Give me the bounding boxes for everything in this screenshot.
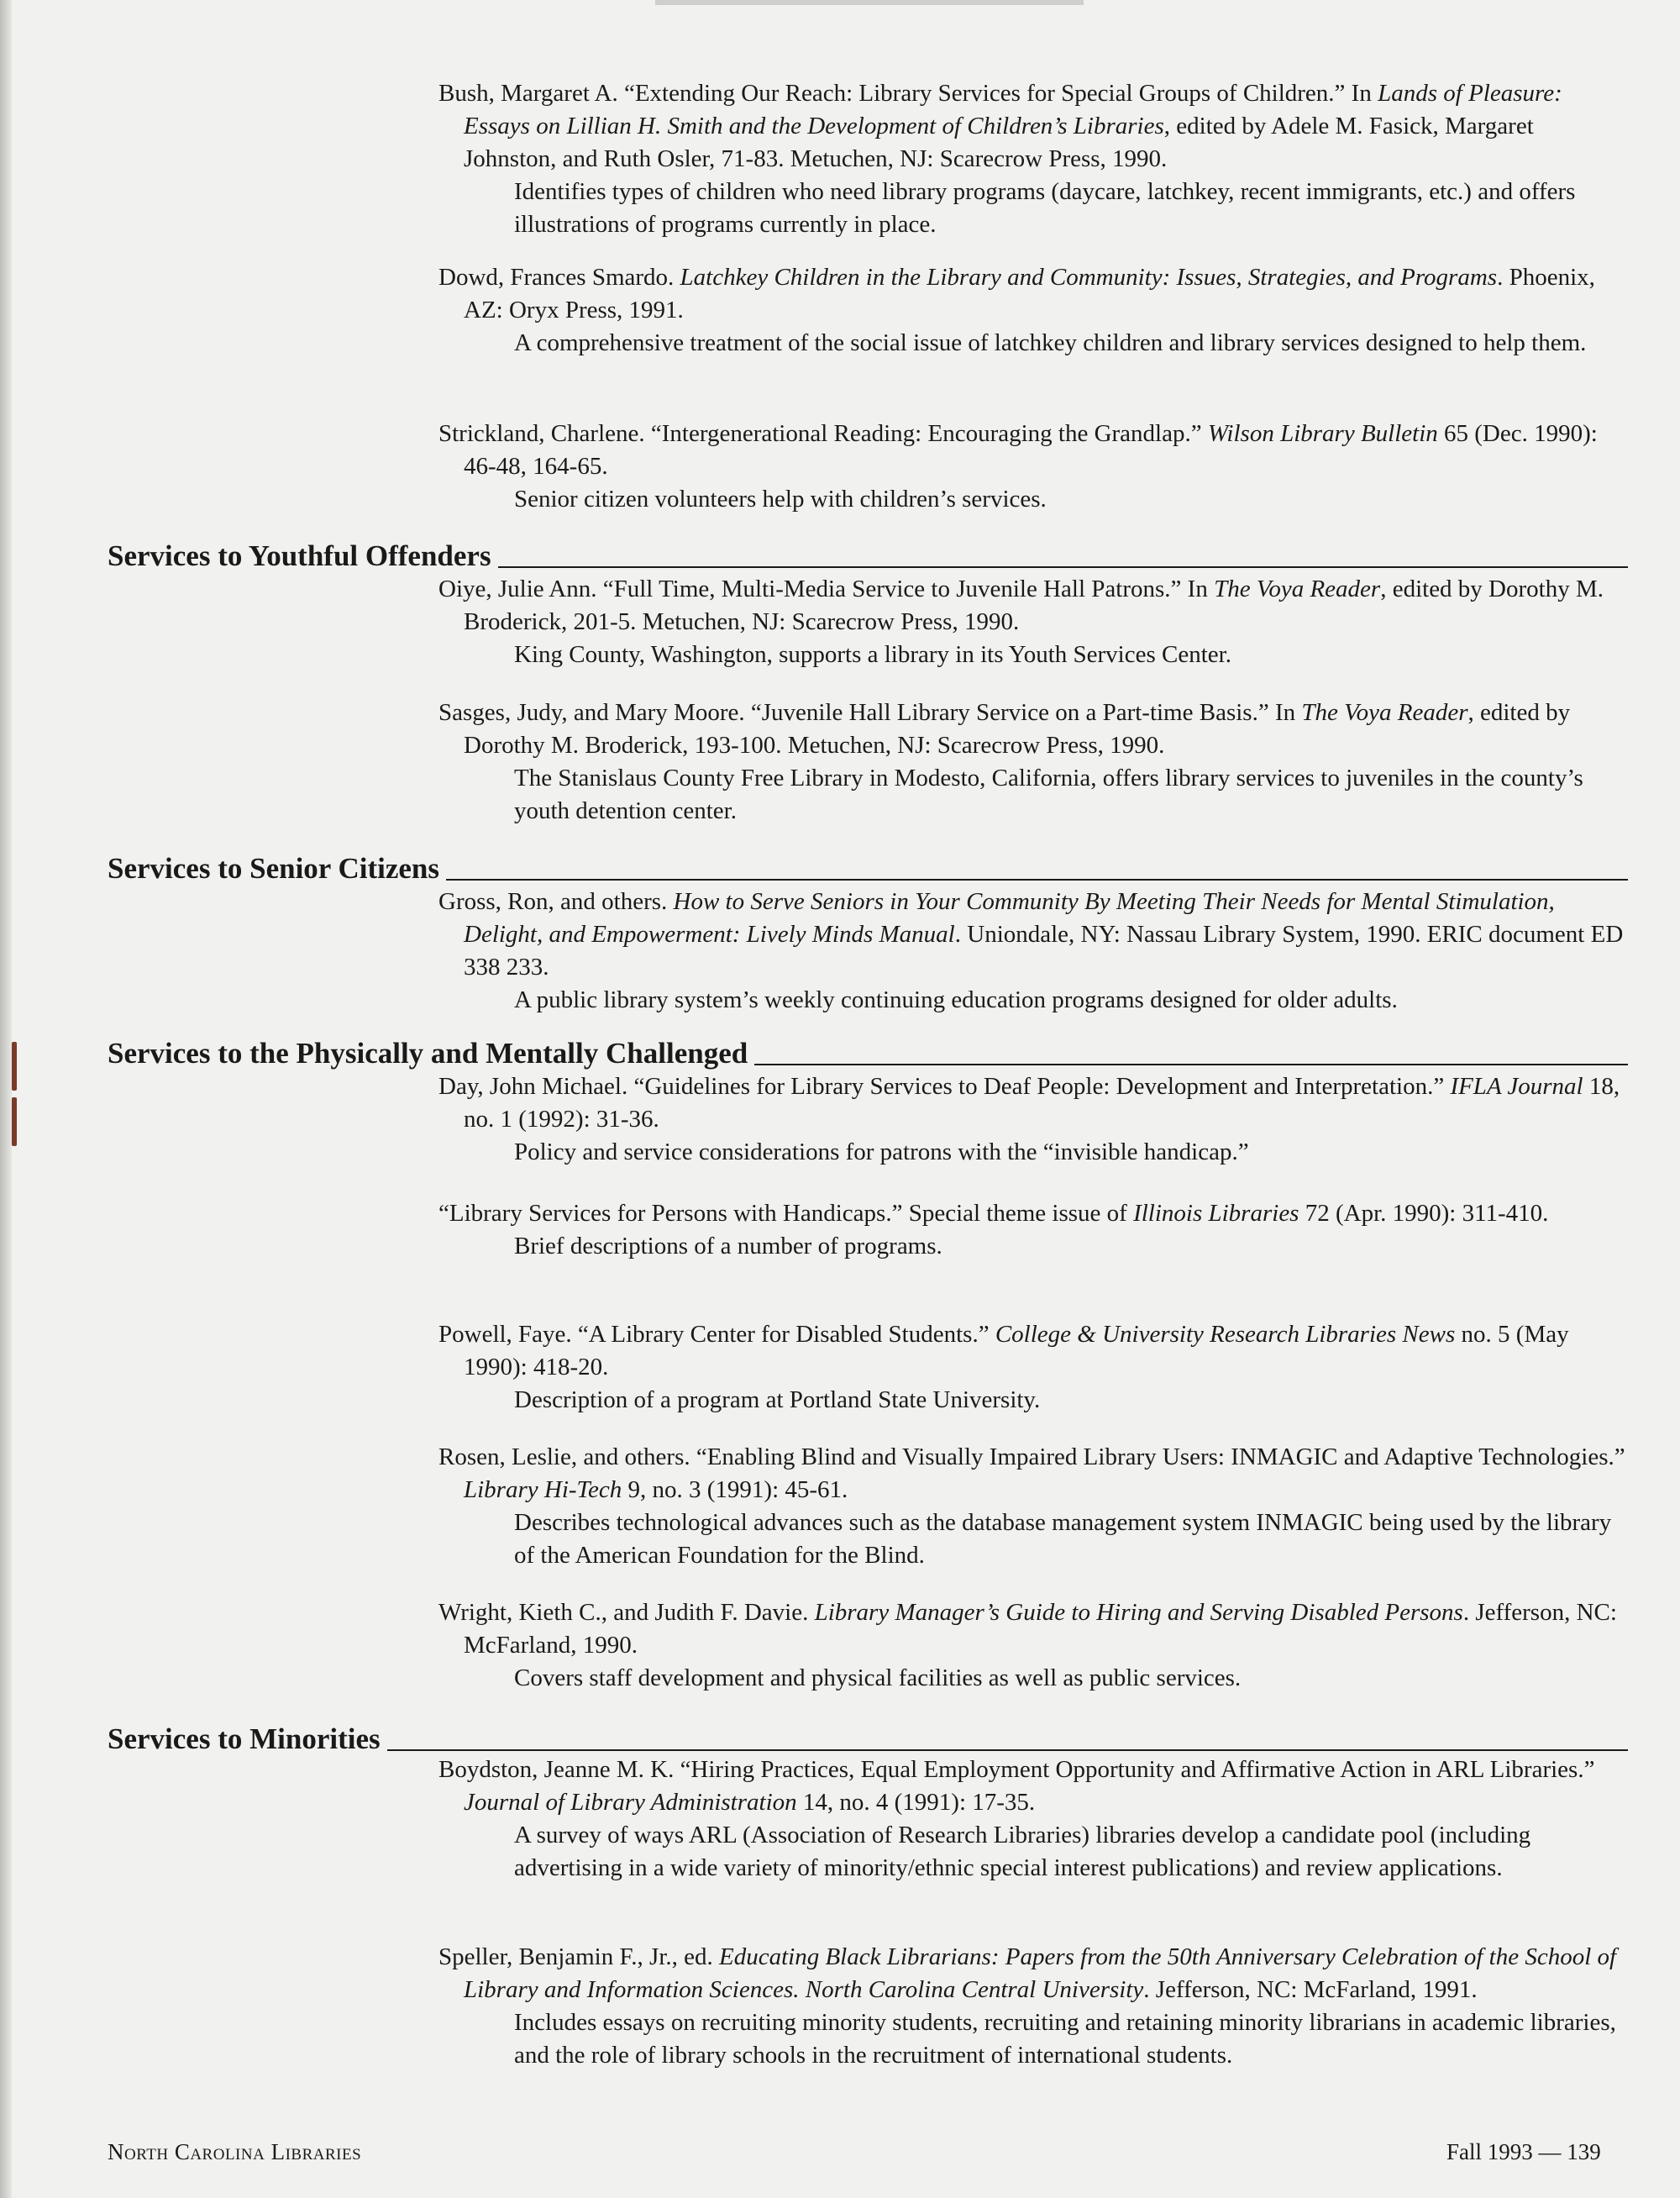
annotation: Description of a program at Portland State University. xyxy=(514,1386,1041,1413)
annotation: Describes technological advances such as the database management system INMAGIC being used by the library of the American Foundation for the Blind. xyxy=(514,1509,1612,1569)
citation-entry xyxy=(438,697,1631,828)
citation-entry xyxy=(438,1441,1631,1572)
annotation: Covers staff development and physical facilities as well as public services. xyxy=(514,1664,1242,1691)
work-title: The Voya Reader xyxy=(1301,699,1468,726)
citation-entry xyxy=(438,1070,1631,1169)
citation-entry xyxy=(438,77,1631,241)
annotation: Senior citizen volunteers help with children’s services. xyxy=(514,486,1047,513)
annotation: Identifies types of children who need library programs (daycare, latchkey, recent immigrants, etc.) and offers illustrations of programs currently in place. xyxy=(514,178,1576,238)
citation: Bush, Margaret A. “Extending Our Reach: Library Services for Special Groups of Children.” In Lands of Pleasure: Essays on Lillian H. Smith and the Development of Children’s Libraries, edited by Adele M. Fasick, Margaret Johnston, and Ruth Osler, 71-83. Metuchen, NJ: Scarecrow Press, 1990. xyxy=(438,80,1562,172)
annotation: Policy and service considerations for patrons with the “invisible handicap.” xyxy=(514,1138,1249,1165)
annotation: Brief descriptions of a number of programs. xyxy=(514,1233,942,1259)
work-title: Library Hi-Tech xyxy=(464,1476,622,1503)
citation: Powell, Faye. “A Library Center for Disabled Students.” College & University Research Libraries News no. 5 (May 1990): 418-20. xyxy=(438,1321,1569,1380)
citation-entry xyxy=(438,1596,1631,1695)
page-binding-edge xyxy=(0,0,12,2198)
work-title: Educating Black Librarians: Papers from the 50th Anniversary Celebration of the School of Library and Information Sciences. North Carolina Central University xyxy=(464,1943,1617,2003)
citation-entry xyxy=(438,1318,1631,1417)
citation: Speller, Benjamin F., Jr., ed. Educating Black Librarians: Papers from the 50th Anniversary Celebration of the School of Library and Information Sciences. North Carolina Central University. Jefferson, NC: McFarland, 1991. xyxy=(438,1943,1617,2003)
work-title: Latchkey Children in the Library and Community: Issues, Strategies, and Programs xyxy=(680,264,1498,291)
work-title: The Voya Reader xyxy=(1214,576,1381,602)
section-heading-youthful-offenders: Services to Youthful Offenders xyxy=(108,539,1628,573)
footer-issue-page: Fall 1993 — 139 xyxy=(1446,2139,1601,2164)
annotation: A survey of ways ARL (Association of Research Libraries) libraries develop a candidate pool (including advertising in a wide variety of minority/ethnic special interest publications) and review applications. xyxy=(514,1822,1531,1881)
citation-entry xyxy=(438,573,1631,671)
citation: Day, John Michael. “Guidelines for Library Services to Deaf People: Development and Interpretation.” IFLA Journal 18, no. 1 (1992): 31-36. xyxy=(438,1073,1620,1133)
citation: Sasges, Judy, and Mary Moore. “Juvenile Hall Library Service on a Part-time Basis.” In The Voya Reader, edited by Dorothy M. Broderick, 193-100. Metuchen, NJ: Scarecrow Press, 1990. xyxy=(438,699,1571,759)
citation-entry xyxy=(438,1941,1631,2072)
citation: Dowd, Frances Smardo. Latchkey Children in the Library and Community: Issues, Strategies, and Programs. Phoenix, AZ: Oryx Press, 1991. xyxy=(438,264,1595,323)
citation: Wright, Kieth C., and Judith F. Davie. Library Manager’s Guide to Hiring and Serving Disabled Persons. Jefferson, NC: McFarland, 1990. xyxy=(438,1599,1617,1659)
work-title: Illinois Libraries xyxy=(1133,1200,1299,1227)
annotation: A comprehensive treatment of the social issue of latchkey children and library services designed to help them. xyxy=(514,329,1587,356)
citation-entry xyxy=(438,418,1631,516)
citation: Strickland, Charlene. “Intergenerational Reading: Encouraging the Grandlap.” Wilson Library Bulletin 65 (Dec. 1990): 46-48, 164-65. xyxy=(438,420,1598,480)
citation: Oiye, Julie Ann. “Full Time, Multi-Media Service to Juvenile Hall Patrons.” In The Voya Reader, edited by Dorothy M. Broderick, 201-5. Metuchen, NJ: Scarecrow Press, 1990. xyxy=(438,576,1604,635)
footer-journal-name: North Carolina Libraries xyxy=(108,2139,362,2164)
work-title: How to Serve Seniors in Your Community By Meeting Their Needs for Mental Stimulation, Delight, and Empowerment: Lively Minds Manual xyxy=(464,888,1555,948)
citation: Boydston, Jeanne M. K. “Hiring Practices, Equal Employment Opportunity and Affirmative Action in ARL Libraries.” Journal of Library Administration 14, no. 4 (1991): 17-35. xyxy=(438,1756,1595,1816)
work-title: Journal of Library Administration xyxy=(464,1789,797,1816)
section-heading-senior-citizens: Services to Senior Citizens xyxy=(108,852,1628,886)
work-title: Lands of Pleasure: Essays on Lillian H. Smith and the Development of Children’s Libraries xyxy=(464,80,1562,139)
citation-entry xyxy=(438,1197,1631,1263)
annotation: King County, Washington, supports a library in its Youth Services Center. xyxy=(514,641,1231,668)
section-heading-challenged: Services to the Physically and Mentally Challenged xyxy=(108,1037,1628,1070)
work-title: Library Manager’s Guide to Hiring and Serving Disabled Persons xyxy=(814,1599,1463,1626)
citation: “Library Services for Persons with Handicaps.” Special theme issue of Illinois Libraries 72 (Apr. 1990): 311-410. xyxy=(438,1200,1549,1227)
work-title: College & University Research Libraries News xyxy=(995,1321,1456,1348)
citation-entry xyxy=(438,886,1631,1017)
work-title: Wilson Library Bulletin xyxy=(1207,420,1438,447)
heading-rule xyxy=(387,1749,1628,1751)
annotation: The Stanislaus County Free Library in Modesto, California, offers library services to juveniles in the county’s youth detention center. xyxy=(514,765,1583,824)
section-heading-minorities: Services to Minorities xyxy=(108,1722,1628,1756)
citation-entry xyxy=(438,1754,1631,1885)
binding-mark xyxy=(12,1042,17,1091)
heading-rule xyxy=(498,566,1628,568)
annotation: A public library system’s weekly continuing education programs designed for older adults. xyxy=(514,986,1398,1013)
citation: Rosen, Leslie, and others. “Enabling Blind and Visually Impaired Library Users: INMAGIC and Adaptive Technologies.” Library Hi-Tech 9, no. 3 (1991): 45-61. xyxy=(438,1443,1625,1503)
heading-rule xyxy=(754,1064,1628,1065)
binding-mark xyxy=(12,1097,17,1146)
top-header-rule xyxy=(655,0,1084,5)
annotation: Includes essays on recruiting minority students, recruiting and retaining minority librarians in academic libraries, and the role of library schools in the recruitment of international students. xyxy=(514,2009,1616,2069)
work-title: IFLA Journal xyxy=(1450,1073,1583,1100)
citation-entry xyxy=(438,261,1631,360)
heading-rule xyxy=(446,879,1628,881)
citation: Gross, Ron, and others. How to Serve Seniors in Your Community By Meeting Their Needs for Mental Stimulation, Delight, and Empowerment: Lively Minds Manual. Uniondale, NY: Nassau Library System, 1990. ERIC document ED 338 233. xyxy=(438,888,1624,981)
